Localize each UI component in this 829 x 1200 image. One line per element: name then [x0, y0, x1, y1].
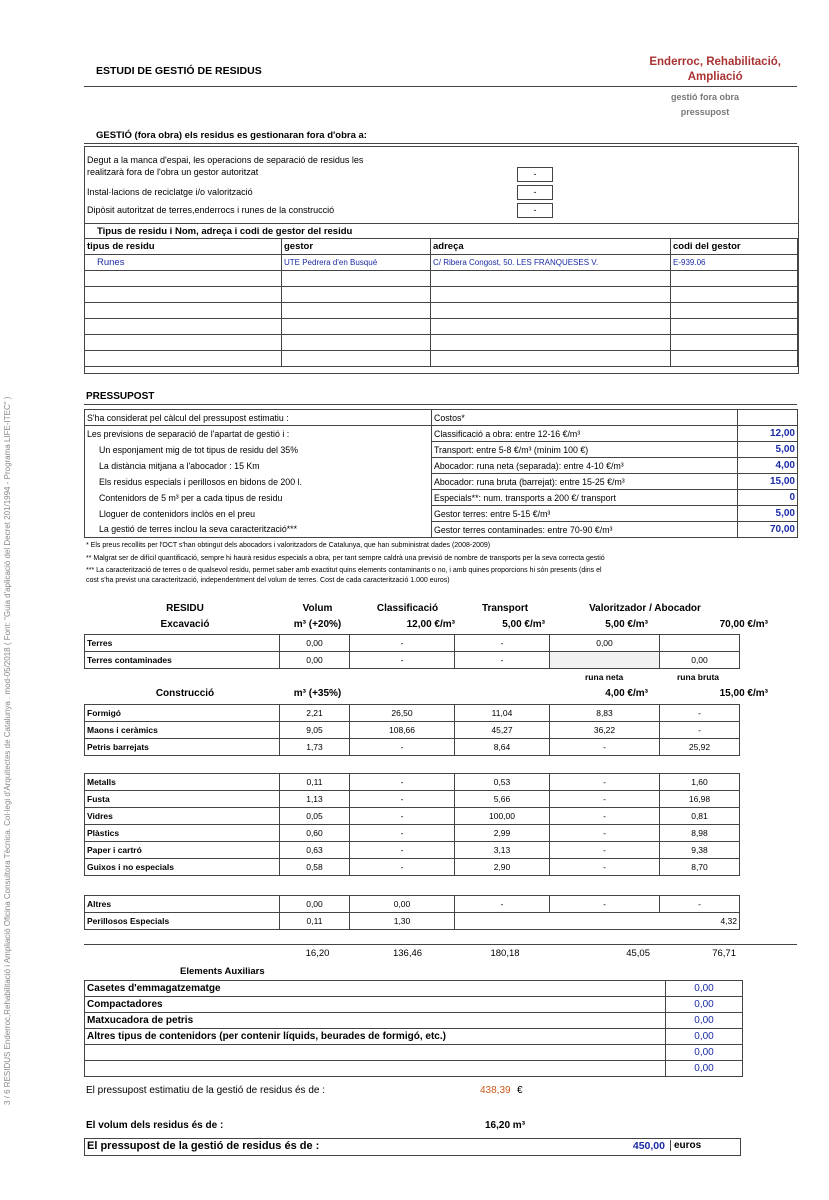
runa-bruta-label: runa bruta — [677, 672, 720, 682]
altres-table — [84, 895, 740, 930]
num-transports[interactable]: 0 — [738, 490, 798, 506]
table-row: Perillosos Especials 0,11 1,30 4,32 — [85, 913, 740, 930]
table-row: Matxucadora de petris 0,00 — [85, 1013, 743, 1029]
table-row: Guixos i no especials 0,58 - 2,90 - 8,70 — [85, 859, 740, 876]
h-residu: RESIDU — [166, 603, 204, 614]
price-gestor-terres[interactable]: 5,00 — [738, 506, 798, 522]
table-row: 0,00 — [85, 1045, 743, 1061]
gestor-table — [84, 238, 798, 367]
price-transport[interactable]: 5,00 — [738, 442, 798, 458]
note-1: * Els preus recollits per l'OCT s'han obtingut dels abocadors i valoritzadors de Catalunya, que han subministrat dades (2008-2009) — [86, 542, 491, 549]
p-contaminades: 70,00 €/m³ — [719, 619, 768, 630]
gestor-table-title: Tipus de residu i Nom, adreça i codi de gestor del residu — [97, 226, 353, 237]
h-volum: Volum — [302, 603, 333, 614]
table-row: Casetes d'emmagatzematge 0,00 — [85, 981, 743, 997]
p-neta: 4,00 €/m³ — [605, 688, 648, 699]
note-3: *** La caracterització de terres o de qualsevol residu, permet saber amb exactitut quins elements contaminants o no, i amb quines proporcions hi són presents (dins el cost s'ha previst una caracterització, independentment del volum de terres. Cost de cada caracterització 1.000 euros) — [86, 567, 602, 584]
final-value: 450,00 — [632, 1140, 665, 1152]
table-row: Terres 0,00 - - 0,00 — [85, 635, 740, 652]
p-transp: 5,00 €/m³ — [502, 619, 545, 630]
price-terres-contaminades[interactable]: 70,00 — [738, 522, 798, 538]
col-codi: codi del gestor — [671, 239, 798, 255]
aux-table — [84, 980, 743, 1077]
runa-neta-label: runa neta — [585, 672, 624, 682]
excavacio-table — [84, 634, 740, 669]
price-classificacio[interactable]: 12,00 — [738, 426, 798, 442]
side-vertical-text: 3 / 6 RESIDUS Enderroc,Rehabilitació i Ampliació Oficina Consultora Tècnica. Col·legi d'Arquitectes de Catalunya . mod-05/2018 ( Font: "Guia d'aplicació del Decret 201/1994 - Programa LIFE-ITEC" ) — [3, 396, 12, 1105]
final-budget-box — [84, 1138, 741, 1156]
table-row: Metalls 0,11 - 0,53 - 1,60 — [85, 774, 740, 791]
h-transport: Transport — [481, 603, 529, 614]
col-gestor: gestor — [282, 239, 431, 255]
table-row: Paper i cartró 0,63 - 3,13 - 9,38 — [85, 842, 740, 859]
total-volum: 16,20 — [305, 948, 330, 959]
estimat-label: El pressupost estimatiu de la gestió de residus és de : — [86, 1085, 326, 1096]
total-transport: 180,18 — [490, 948, 520, 959]
h-construccio: Construcció — [155, 688, 215, 699]
gestio-heading: GESTIÓ (fora obra) els residus es gestionaran fora d'obra a: — [96, 130, 367, 141]
table-row: Altres 0,00 0,00 - - - — [85, 896, 740, 913]
h-classificacio: Classificació — [376, 603, 439, 614]
p-valor: 5,00 €/m³ — [605, 619, 648, 630]
note-2: ** Malgrat ser de difícil quantificació, sempre hi haurà residus especials a obra, per tant sempre caldrà una previsió de nombre de transports per la seva correcta gestió — [86, 555, 605, 562]
table-row: Maons i ceràmics 9,05 108,66 45,27 36,22 - — [85, 722, 740, 739]
table-row: Compactadores 0,00 — [85, 997, 743, 1013]
table-row: Plàstics 0,60 - 2,99 - 8,98 — [85, 825, 740, 842]
final-unit: euros — [670, 1140, 701, 1151]
estimat-unit: € — [517, 1085, 523, 1096]
p-class: 12,00 €/m³ — [406, 619, 455, 630]
option-reciclatge-checkbox[interactable]: - — [517, 185, 553, 200]
table-row: Petris barrejats 1,73 - 8,64 - 25,92 — [85, 739, 740, 756]
construccio-table-b — [84, 773, 740, 876]
cell-adreca: C/ Ribera Congost, 50. LES FRANQUESES V. — [431, 255, 671, 271]
h-excav-unit: m³ (+20%) — [293, 619, 342, 630]
table-row: Vidres 0,05 - 100,00 - 0,81 — [85, 808, 740, 825]
gestio-line3: Dipòsit autoritzat de terres,enderrocs i runes de la construcció — [87, 205, 335, 215]
price-runa-bruta[interactable]: 15,00 — [738, 474, 798, 490]
total-bruta: 76,71 — [712, 948, 736, 959]
h-constr-unit: m³ (+35%) — [293, 688, 342, 699]
h-valoritzador: Valoritzador / Abocador — [589, 603, 701, 614]
table-row: Formigó 2,21 26,50 11,04 8,83 - — [85, 705, 740, 722]
cell-tipus: Runes — [85, 255, 282, 271]
h-excavacio: Excavació — [160, 619, 210, 630]
cell-gestor: UTE Pedrera d'en Busqué — [282, 255, 431, 271]
pressupost-heading: PRESSUPOST — [86, 391, 155, 402]
table-row: 0,00 — [85, 1061, 743, 1077]
table-row: Fusta 1,13 - 5,66 - 16,98 — [85, 791, 740, 808]
header-section-name: Enderroc, Rehabilitació, Ampliació — [649, 56, 781, 83]
pressupost-table: S'ha considerat pel càlcul del pressupost estimatiu : Costos* Les previsions de separació de l'apartat de gestió i : Classificació a obra: entre 12-16 €/m³ 12,00 Un esponjament mig de tot tipus de residu del 35% Transport: entre 5-8 €/m³ (mínim 100 €) 5,00 La distància mitjana a l'abocador : 15 Km Abocador: runa neta (separada): entre 4-10 €/m³ 4,00 Els residus especials i perillosos en bidons de 200 l. Abocador: runa bruta (barrejat): entre 15-25 €/m³ 15,00 Contenidors de 5 m³ per a cada tipus de residu Especials**: num. transports a 200 €/ transport 0 Lloguer de contenidors inclòs en el preu Gestor terres: entre 5-15 €/m³ 5,00 La gestió de terres inclou la seva caracterització*** Gestor terres contaminades: entre 70-90 €/m³ 70,00 — [84, 409, 798, 538]
header-subtitle: gestió fora obra pressupost — [670, 92, 739, 117]
col-tipus: tipus de residu — [85, 239, 282, 255]
p-bruta: 15,00 €/m³ — [719, 688, 768, 699]
gestio-line1: Degut a la manca d'espai, les operacions de separació de residus les realitzarà fora de l'obra un gestor autoritzat — [87, 155, 364, 177]
cell-codi: E-939.06 — [671, 255, 798, 271]
final-label: El pressupost de la gestió de residus és de : — [87, 1140, 320, 1152]
construccio-table-a — [84, 704, 740, 756]
total-class: 136,46 — [392, 948, 423, 959]
total-neta: 45,05 — [626, 948, 650, 959]
col-adreca: adreça — [431, 239, 671, 255]
estimat-value: 438,39 — [480, 1085, 511, 1096]
gestio-box — [84, 146, 799, 374]
volum-label: El volum dels residus és de : — [86, 1120, 224, 1131]
price-runa-neta[interactable]: 4,00 — [738, 458, 798, 474]
option-diposit-checkbox[interactable]: - — [517, 203, 553, 218]
page-title: ESTUDI DE GESTIÓ DE RESIDUS — [96, 65, 262, 77]
table-row: Altres tipus de contenidors (per contenir líquids, beurades de formigó, etc.) 0,00 — [85, 1029, 743, 1045]
aux-title: Elements Auxiliars — [180, 966, 265, 977]
option-gestor-checkbox[interactable]: - — [517, 167, 553, 182]
table-row: Terres contaminades 0,00 - - 0,00 — [85, 652, 740, 669]
volum-value: 16,20 m³ — [485, 1120, 526, 1131]
gestio-line2: Instal·lacions de reciclatge i/o valorització — [87, 187, 253, 197]
